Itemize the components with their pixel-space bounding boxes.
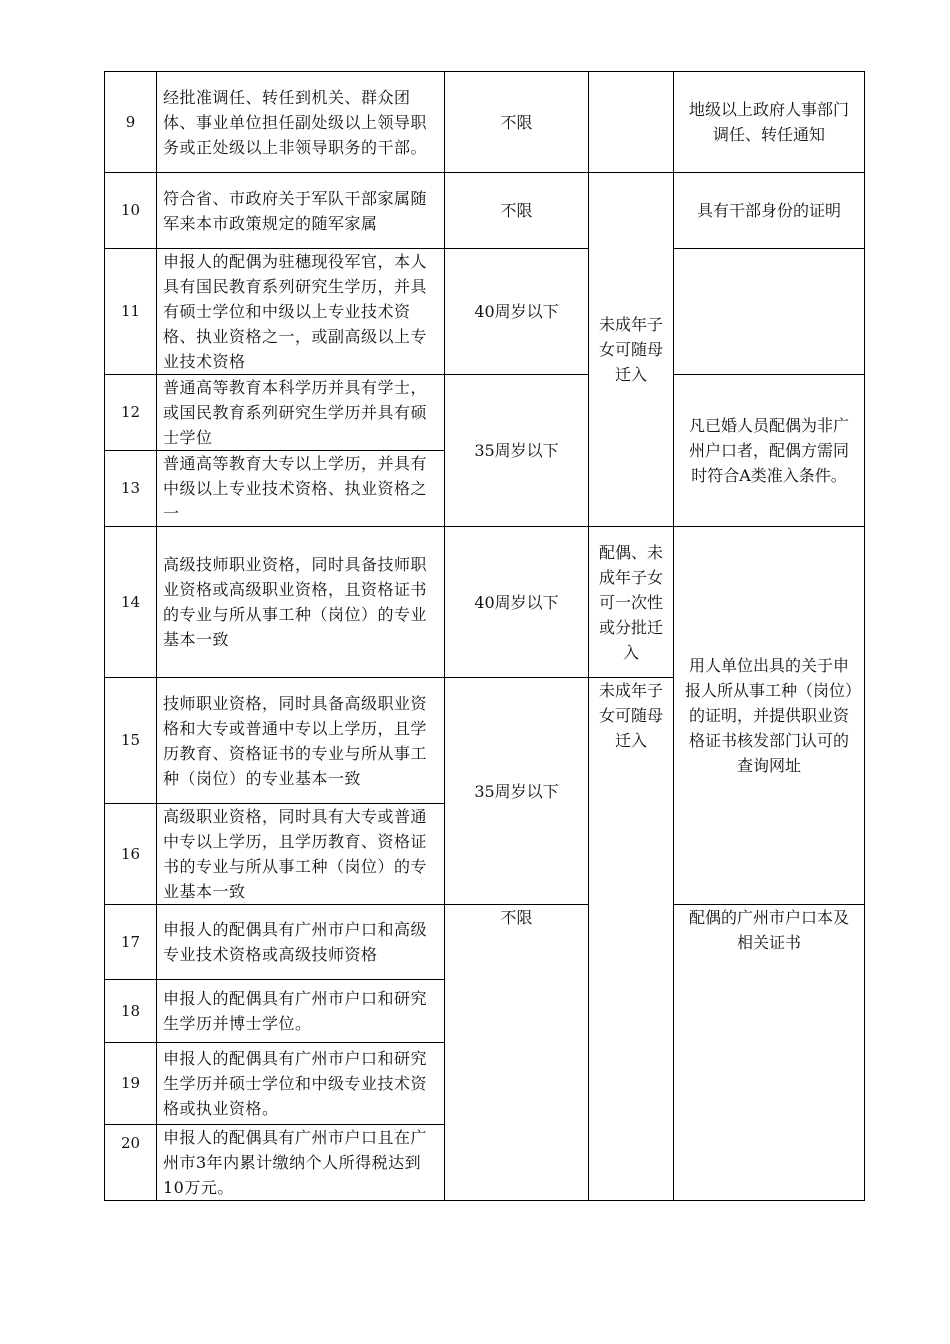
requirement-cell: 技师职业资格，同时具备高级职业资格和大专或普通中专以上学历，且学历教育、资格证书的专业与所从事工种（岗位）的专业基本一致 <box>157 678 445 804</box>
age-limit-cell: 35周岁以下 <box>445 678 589 905</box>
table-row <box>105 375 865 451</box>
row-number: 9 <box>105 72 157 173</box>
row-number: 17 <box>105 905 157 980</box>
age-limit-cell: 40周岁以下 <box>445 527 589 678</box>
row-number: 11 <box>105 249 157 375</box>
age-limit-cell: 40周岁以下 <box>445 249 589 375</box>
age-limit-cell: 不限 <box>445 72 589 173</box>
requirement-cell: 普通高等教育大专以上学历，并具有中级以上专业技术资格、执业资格之一 <box>157 451 445 527</box>
row-number: 14 <box>105 527 157 678</box>
requirement-cell: 申报人的配偶为驻穗现役军官，本人具有国民教育系列研究生学历，并具有硕士学位和中级以上专业技术资格、执业资格之一，或副高级以上专业技术资格 <box>157 249 445 375</box>
row-number: 19 <box>105 1043 157 1125</box>
table-row <box>105 72 865 173</box>
age-limit-cell: 35周岁以下 <box>445 375 589 527</box>
row-number: 13 <box>105 451 157 527</box>
family-move-cell <box>589 72 674 173</box>
document-cell: 配偶的广州市户口本及相关证书 <box>674 905 865 1201</box>
document-cell <box>674 249 865 375</box>
family-move-cell: 未成年子女可随母迁入 <box>589 678 674 1201</box>
family-move-cell: 未成年子女可随母迁入 <box>589 173 674 527</box>
requirements-table <box>104 71 865 1201</box>
row-number: 12 <box>105 375 157 451</box>
requirement-cell: 高级技师职业资格，同时具备技师职业资格或高级职业资格，且资格证书的专业与所从事工种（岗位）的专业基本一致 <box>157 527 445 678</box>
table-row <box>105 527 865 678</box>
requirement-cell: 高级职业资格，同时具有大专或普通中专以上学历，且学历教育、资格证书的专业与所从事工种（岗位）的专业基本一致 <box>157 804 445 905</box>
document-cell: 用人单位出具的关于申报人所从事工种（岗位）的证明，并提供职业资格证书核发部门认可的查询网址 <box>674 527 865 905</box>
table-row <box>105 249 865 375</box>
requirement-cell: 申报人的配偶具有广州市户口和高级专业技术资格或高级技师资格 <box>157 905 445 980</box>
row-number: 15 <box>105 678 157 804</box>
requirement-cell: 申报人的配偶具有广州市户口和研究生学历并博士学位。 <box>157 980 445 1043</box>
row-number: 18 <box>105 980 157 1043</box>
table-row <box>105 173 865 249</box>
age-limit-cell: 不限 <box>445 173 589 249</box>
requirement-cell: 申报人的配偶具有广州市户口和研究生学历并硕士学位和中级专业技术资格或执业资格。 <box>157 1043 445 1125</box>
requirement-cell: 经批准调任、转任到机关、群众团体、事业单位担任副处级以上领导职务或正处级以上非领导职务的干部。 <box>157 72 445 173</box>
document-cell: 地级以上政府人事部门调任、转任通知 <box>674 72 865 173</box>
age-limit-cell: 不限 <box>445 905 589 1201</box>
document-cell: 具有干部身份的证明 <box>674 173 865 249</box>
document-cell: 凡已婚人员配偶为非广州户口者，配偶方需同时符合A类准入条件。 <box>674 375 865 527</box>
requirement-cell: 符合省、市政府关于军队干部家属随军来本市政策规定的随军家属 <box>157 173 445 249</box>
family-move-cell: 配偶、未成年子女可一次性或分批迁入 <box>589 527 674 678</box>
table-row <box>105 905 865 980</box>
row-number: 10 <box>105 173 157 249</box>
requirement-cell: 普通高等教育本科学历并具有学士，或国民教育系列研究生学历并具有硕士学位 <box>157 375 445 451</box>
row-number: 20 <box>105 1125 157 1201</box>
row-number: 16 <box>105 804 157 905</box>
requirement-cell: 申报人的配偶具有广州市户口且在广州市3年内累计缴纳个人所得税达到10万元。 <box>157 1125 445 1201</box>
